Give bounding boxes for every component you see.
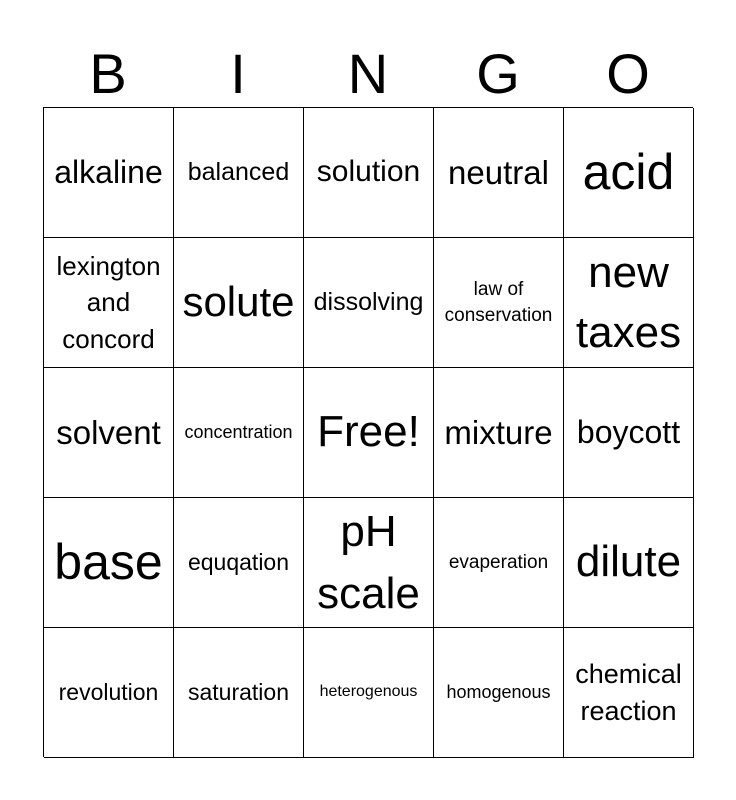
cell-text: heterogenous [319,683,418,701]
cell-text: concentration [184,422,293,443]
bingo-cell [174,238,304,368]
cell-text: balanced [187,158,290,187]
bingo-cell [174,368,304,498]
bingo-cell [434,498,564,628]
cell-text: acid [582,143,675,200]
bingo-header [43,42,693,106]
cell-text: pH scale [317,506,420,618]
cell-text: chemical reaction [575,659,682,726]
cell-text: new taxes [575,248,682,357]
cell-text: evaperation [448,551,549,573]
bingo-cell [44,498,174,628]
header-letter-b: B [89,42,127,105]
bingo-cell [174,108,304,238]
cell-text: solution [316,155,421,189]
cell-text: revolution [58,679,159,706]
cell-text: boycott [576,414,681,451]
cell-text: law of conservation [444,278,553,326]
bingo-cell [434,108,564,238]
cell-text: homogenous [446,682,551,703]
bingo-cell [174,498,304,628]
header-letter-n: N [347,42,389,105]
bingo-cell [564,498,694,628]
bingo-cell [44,628,174,758]
cell-text: base [54,533,163,590]
bingo-cell [304,498,434,628]
bingo-cell [304,628,434,758]
bingo-cell [44,368,174,498]
header-letter-i: I [230,42,246,105]
cell-text: dilute [575,537,682,587]
cell-text: equqation [187,549,290,576]
bingo-cell [564,238,694,368]
header-letter-o: O [606,42,650,105]
cell-text: alkaline [54,154,163,191]
cell-text: mixture [444,413,553,451]
bingo-cell [174,628,304,758]
bingo-cell [434,628,564,758]
cell-text: lexington and concord [56,250,161,354]
bingo-cell [434,368,564,498]
cell-text: neutral [448,153,549,191]
bingo-board [43,107,693,757]
bingo-cell [564,108,694,238]
bingo-cell [304,238,434,368]
bingo-cell [564,628,694,758]
bingo-cell [44,238,174,368]
cell-text: dissolving [313,288,424,317]
bingo-cell [304,368,434,498]
cell-text: solvent [56,413,161,451]
bingo-cell [434,238,564,368]
cell-text: Free! [317,407,420,457]
cell-text: solute [182,278,295,326]
bingo-cell [304,108,434,238]
header-letter-g: G [476,42,520,105]
cell-text: saturation [187,679,289,706]
bingo-cell [44,108,174,238]
bingo-cell [564,368,694,498]
